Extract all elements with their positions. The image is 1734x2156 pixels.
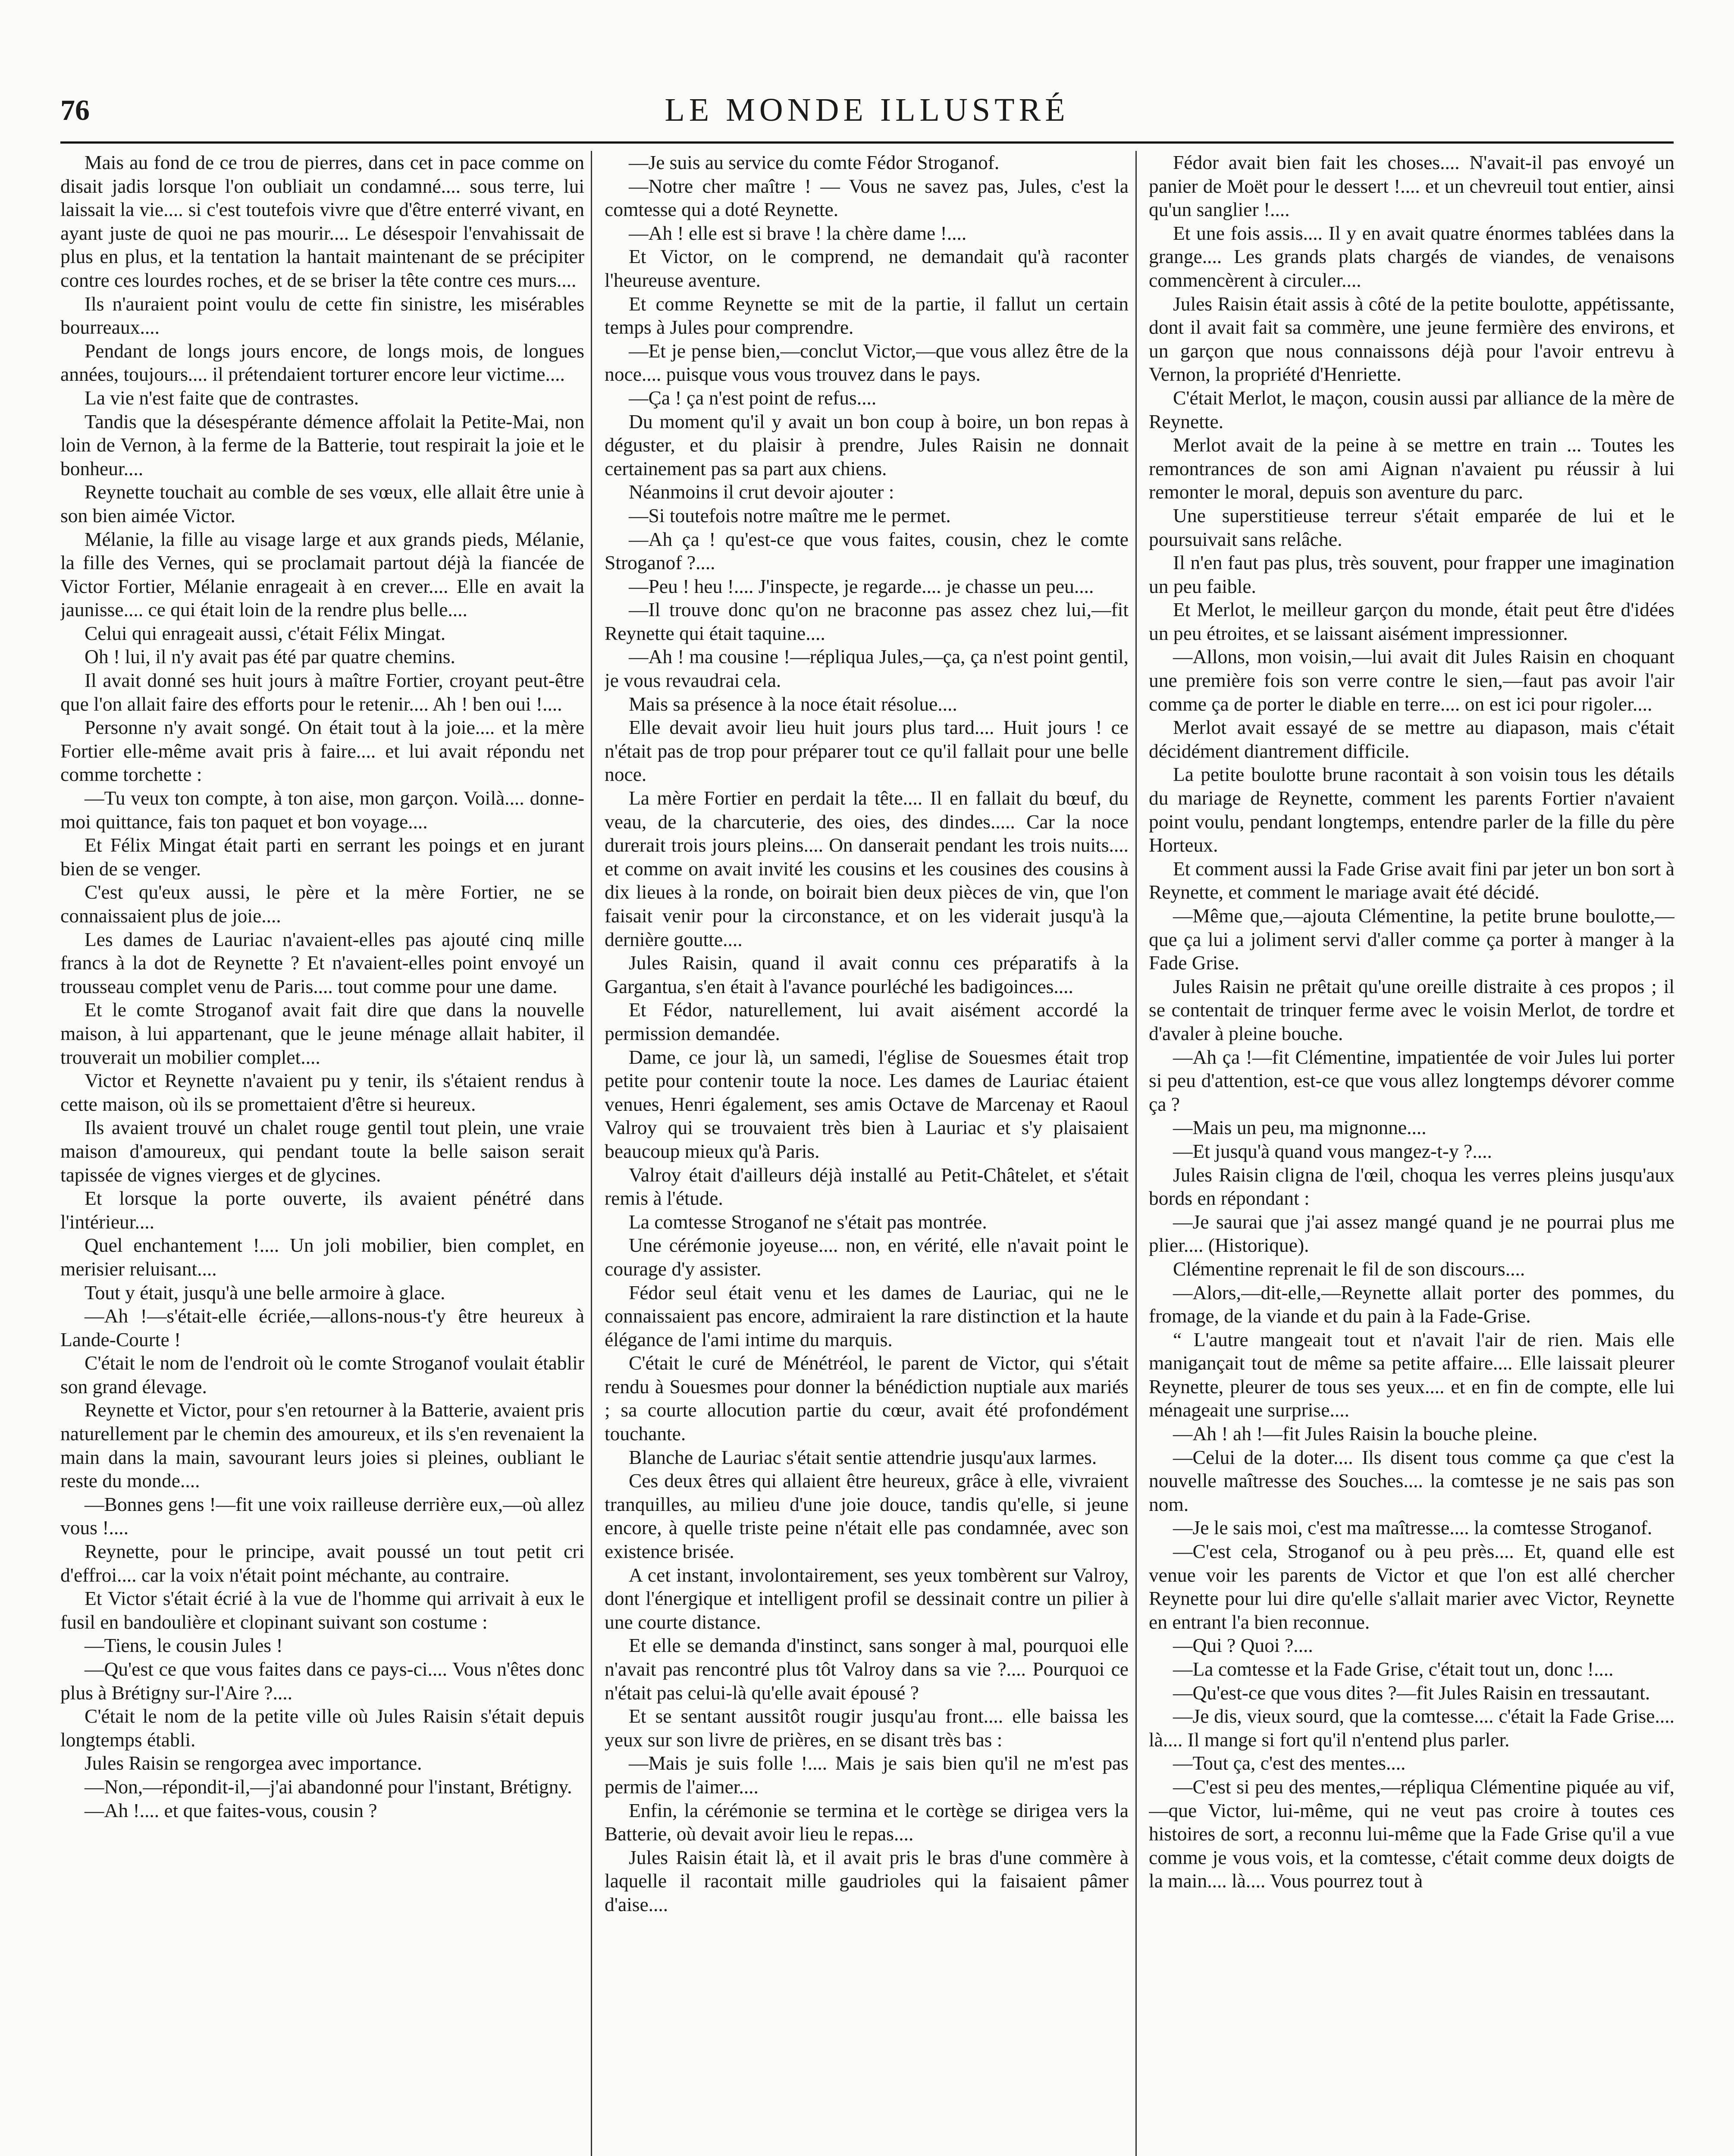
paragraph: Et Victor s'était écrié à la vue de l'homme qui arrivait à eux le fusil en bandoulière et clopinant suivant son costume :	[60, 1587, 584, 1633]
paragraph: Et Victor, on le comprend, ne demandait qu'à raconter l'heureuse aventure.	[605, 245, 1129, 291]
paragraph: Fédor seul était venu et les dames de Lauriac, qui ne le connaissaient pas encore, admiraient la rare distinction et la haute élégance de l'ami intime du marquis.	[605, 1281, 1129, 1351]
page-header	[60, 91, 1674, 142]
paragraph: Elle devait avoir lieu huit jours plus tard.... Huit jours ! ce n'était pas de trop pour préparer tout ce qu'il fallait pour une belle noce.	[605, 716, 1129, 786]
paragraph: Tandis que la désespérante démence affolait la Petite-Mai, non loin de Vernon, à la ferme de la Batterie, tout respirait la joie et le bonheur....	[60, 410, 584, 479]
paragraph: —Ah ça ! qu'est-ce que vous faites, cousin, chez le comte Stroganof ?....	[605, 528, 1129, 574]
paragraph: —Je suis au service du comte Fédor Stroganof.	[629, 151, 1000, 173]
column-divider	[591, 151, 592, 2156]
paragraph: Et une fois assis.... Il y en avait quatre énormes tablées dans la grange.... Les grands plats chargés de viandes, de venaisons commencèrent à circuler....	[1149, 222, 1674, 291]
paragraph: Ils avaient trouvé un chalet rouge gentil tout plein, une vraie maison d'amoureux, qui pendant toute la belle saison serait tapissée de vignes vierges et de glycines.	[60, 1116, 584, 1186]
paragraph: —C'est si peu des mentes,—répliqua Clémentine piquée au vif,—que Victor, lui-même, qui ne veut pas croire à toutes ces histoires de sort, a reconnu lui-même que la Fade Grise qu'il a vue comme je vous vois, et la comtesse, c'était comme deux doigts de la main.... là.... Vous pourrez tout à	[1149, 1775, 1674, 1892]
paragraph: Victor et Reynette n'avaient pu y tenir, ils s'étaient rendus à cette maison, où ils se promettaient d'être si heureux.	[60, 1069, 584, 1115]
paragraph: Merlot avait de la peine à se mettre en train ... Toutes les remontrances de son ami Aignan n'avaient pu réussir à lui remonter le moral, depuis son aventure du parc.	[1149, 434, 1674, 503]
paragraph: —Bonnes gens !—fit une voix railleuse derrière eux,—où allez vous !....	[60, 1493, 584, 1539]
paragraph: C'était le curé de Ménétréol, le parent de Victor, qui s'était rendu à Souesmes pour donner la bénédiction nuptiale aux mariés ; sa courte allocution partie du cœur, avait été profondément touchante.	[605, 1352, 1129, 1445]
paragraph: —Ah ! elle est si brave ! la chère dame !....	[629, 222, 967, 244]
paragraph: Mais au fond de ce trou de pierres, dans cet in pace comme on disait jadis lorsque l'on oubliait un condamné.... sous terre, lui laissait la vie.... si c'est toutefois vivre que d'être enterré vivant, en ayant juste de quoi ne pas mourir.... Le désespoir l'envahissait de plus en plus, et la tentation la hantait maintenant de se précipiter contre ces lourdes roches, et de se briser la tête contre ces murs....	[60, 151, 584, 291]
paragraph: —Alors,—dit-elle,—Reynette allait porter des pommes, du fromage, de la viande et du pain à la Fade-Grise.	[1149, 1281, 1674, 1327]
paragraph: Merlot avait essayé de se mettre au diapason, mais c'était décidément diantrement difficile.	[1149, 716, 1674, 762]
paragraph: Celui qui enrageait aussi, c'était Félix Mingat.	[85, 622, 446, 644]
paragraph: A cet instant, involontairement, ses yeux tombèrent sur Valroy, dont l'énergique et intelligent profil se dessinait contre un pilier à une courte distance.	[605, 1564, 1129, 1633]
paragraph: —Si toutefois notre maître me le permet.	[629, 504, 951, 526]
paragraph: Reynette, pour le principe, avait poussé un tout petit cri d'effroi.... car la voix n'était point méchante, au contraire.	[60, 1540, 584, 1586]
paragraph: Et comme Reynette se mit de la partie, il fallut un certain temps à Jules pour comprendre.	[605, 292, 1129, 338]
paragraph: —Ah ! ma cousine !—répliqua Jules,—ça, ça n'est point gentil, je vous revaudrai cela.	[605, 646, 1129, 692]
paragraph: —Il trouve donc qu'on ne braconne pas assez chez lui,—fit Reynette qui était taquine....	[605, 599, 1129, 644]
paragraph: Dame, ce jour là, un samedi, l'église de Souesmes était trop petite pour contenir toute la noce. Les dames de Lauriac étaient venues, Henri également, ses amis Octave de Marcenay et Raoul Valroy qui se trouvaient très bien à Lauriac et s'y plaisaient beaucoup mieux qu'à Paris.	[605, 1046, 1129, 1162]
paragraph: —Non,—répondit-il,—j'ai abandonné pour l'instant, Brétigny.	[85, 1775, 572, 1798]
paragraph: —Ah ! ah !—fit Jules Raisin la bouche pleine.	[1173, 1423, 1538, 1445]
paragraph: Et comment aussi la Fade Grise avait fini par jeter un bon sort à Reynette, et comment le mariage avait été décidé.	[1149, 857, 1674, 903]
paragraph: Une cérémonie joyeuse.... non, en vérité, elle n'avait point le courage d'y assister.	[605, 1234, 1129, 1280]
paragraph: Mais sa présence à la noce était résolue....	[629, 693, 957, 715]
paragraph: La petite boulotte brune racontait à son voisin tous les détails du mariage de Reynette, comment les parents Fortier n'avaient point voulu, pendant longtemps, entendre parler de la fille du père Horteux.	[1149, 763, 1674, 856]
paragraph: —Allons, mon voisin,—lui avait dit Jules Raisin en choquant une première fois son verre contre le sien,—faut pas avoir l'air comme ça de porter le diable en terre.... on est ici pour rigoler....	[1149, 646, 1674, 715]
paragraph: Oh ! lui, il n'y avait pas été par quatre chemins.	[85, 646, 455, 668]
paragraph: Et Fédor, naturellement, lui avait aisément accordé la permission demandée.	[605, 999, 1129, 1044]
paragraph: —Qu'est ce que vous faites dans ce pays-ci.... Vous n'êtes donc plus à Brétigny sur-l'Aire ?....	[60, 1658, 584, 1704]
paragraph: Et Merlot, le meilleur garçon du monde, était peut être d'idées un peu étroites, et se laissant aisément impressionner.	[1149, 599, 1674, 644]
paragraph: —Ça ! ça n'est point de refus....	[629, 386, 877, 409]
paragraph: Jules Raisin était assis à côté de la petite boulotte, appétissante, dont il avait fait sa commère, une jeune fermière des environs, et un garçon que nous connaissons déjà pour l'avoir entrevu à Vernon, la propriété d'Henriette.	[1149, 292, 1674, 385]
paragraph: —Ah ça !—fit Clémentine, impatientée de voir Jules lui porter si peu d'attention, est-ce que vous allez longtemps dévorer comme ça ?	[1149, 1046, 1674, 1115]
paragraph: Blanche de Lauriac s'était sentie attendrie jusqu'aux larmes.	[629, 1446, 1097, 1468]
paragraph: Tout y était, jusqu'à une belle armoire à glace.	[85, 1281, 445, 1304]
paragraph: Quel enchantement !.... Un joli mobilier, bien complet, en merisier reluisant....	[60, 1234, 584, 1280]
paragraph: Personne n'y avait songé. On était tout à la joie.... et la mère Fortier elle-même avait pris à faire.... et lui avait répondu net comme torchette :	[60, 716, 584, 786]
paragraph: Et lorsque la porte ouverte, ils avaient pénétré dans l'intérieur....	[60, 1187, 584, 1233]
paragraph: —Mais un peu, ma mignonne....	[1173, 1116, 1427, 1139]
paragraph: —Et jusqu'à quand vous mangez-t-y ?....	[1173, 1140, 1492, 1162]
paragraph: Reynette touchait au comble de ses vœux, elle allait être unie à son bien aimée Victor.	[60, 481, 584, 526]
paragraph: Jules Raisin, quand il avait connu ces préparatifs à la Gargantua, s'en était à l'avance pourléché les badigoinces....	[605, 952, 1129, 997]
paragraph: —La comtesse et la Fade Grise, c'était tout un, donc !....	[1173, 1658, 1614, 1680]
column-divider	[1135, 151, 1137, 2156]
paragraph: Jules Raisin cligna de l'œil, choqua les verres pleins jusqu'aux bords en répondant :	[1149, 1163, 1674, 1210]
paragraph: Jules Raisin ne prêtait qu'une oreille distraite à ces propos ; il se contentait de trinquer ferme avec le voisin Merlot, de tordre et d'avaler à pleine bouche.	[1149, 975, 1674, 1044]
paragraph: Et se sentant aussitôt rougir jusqu'au front.... elle baissa les yeux sur son livre de prières, en se disant très bas :	[605, 1705, 1129, 1751]
paragraph: Une superstitieuse terreur s'était emparée de lui et le poursuivait sans relâche.	[1149, 504, 1674, 550]
paragraph: Et elle se demanda d'instinct, sans songer à mal, pourquoi elle n'avait pas rencontré plus tôt Valroy dans sa vie ?.... Pourquoi ce n'était pas celui-là qu'elle avait épousé ?	[605, 1634, 1129, 1704]
paragraph: —Même que,—ajouta Clémentine, la petite brune boulotte,—que ça lui a joliment servi d'aller comme ça porter à manger à la Fade Grise.	[1149, 905, 1674, 974]
page-number: 76	[60, 94, 90, 126]
paragraph: —Et je pense bien,—conclut Victor,—que vous allez être de la noce.... puisque vous vous trouvez dans le pays.	[605, 339, 1129, 385]
paragraph: Ces deux êtres qui allaient être heureux, grâce à elle, vivraient tranquilles, au milieu d'une joie douce, tandis qu'elle, si jeune encore, à quelle triste peine n'était elle pas condamnée, avec son existence brisée.	[605, 1470, 1129, 1563]
paragraph: —Tout ça, c'est des mentes....	[1173, 1752, 1406, 1774]
paragraph: Du moment qu'il y avait un bon coup à boire, un bon repas à déguster, et du plaisir à prendre, Jules Raisin ne donnait certainement pas sa part aux chiens.	[605, 410, 1129, 479]
paragraph: Il n'en faut pas plus, très souvent, pour frapper une imagination un peu faible.	[1149, 552, 1674, 597]
header-rule	[60, 141, 1674, 144]
journal-title: LE MONDE ILLUSTRÉ	[665, 92, 1069, 128]
paragraph: Mélanie, la fille au visage large et aux grands pieds, Mélanie, la fille des Vernes, qui se proclamait partout déjà la fiancée de Victor Fortier, Mélanie enrageait à en crever.... Elle en avait la jaunisse.... ce qui était loin de la rendre plus belle....	[60, 528, 584, 621]
paragraph: —Ah !.... et que faites-vous, cousin ?	[85, 1799, 377, 1821]
paragraph: —Ah !—s'était-elle écriée,—allons-nous-t'y être heureux à Lande-Courte !	[60, 1305, 584, 1351]
paragraph: Les dames de Lauriac n'avaient-elles pas ajouté cinq mille francs à la dot de Reynette ? Et n'avaient-elles point envoyé un trousseau complet venu de Paris.... tout comme pour une dame.	[60, 928, 584, 997]
paragraph: Et Félix Mingat était parti en serrant les poings et en jurant bien de se venger.	[60, 834, 584, 880]
paragraph: Néanmoins il crut devoir ajouter :	[629, 481, 894, 503]
text-column-1	[60, 151, 584, 2156]
paragraph: Jules Raisin se rengorgea avec importance.	[85, 1752, 422, 1774]
paragraph: —Qu'est-ce que vous dites ?—fit Jules Raisin en tressautant.	[1173, 1681, 1650, 1704]
paragraph: —Notre cher maître ! — Vous ne savez pas, Jules, c'est la comtesse qui a doté Reynette.	[605, 175, 1129, 221]
paragraph: —Qui ? Quoi ?....	[1173, 1634, 1313, 1657]
paragraph: —C'est cela, Stroganof ou à peu près.... Et, quand elle est venue voir les parents de Victor et que l'on est allé chercher Reynette pour lui dire qu'elle s'allait marier avec Victor, Reynette en entrant l'a bien reconnue.	[1149, 1540, 1674, 1633]
paragraph: Jules Raisin était là, et il avait pris le bras d'une commère à laquelle il racontait mille gaudrioles qui la faisaient pâmer d'aise....	[605, 1846, 1129, 1915]
paragraph: La vie n'est faite que de contrastes.	[85, 386, 359, 409]
paragraph: —Tiens, le cousin Jules !	[85, 1634, 283, 1657]
paragraph: —Je le sais moi, c'est ma maîtresse.... la comtesse Stroganof.	[1173, 1517, 1652, 1539]
paragraph: —Je saurai que j'ai assez mangé quand je ne pourrai plus me plier.... (Historique).	[1149, 1210, 1674, 1257]
paragraph: C'était le nom de l'endroit où le comte Stroganof voulait établir son grand élevage.	[60, 1352, 584, 1398]
paragraph: —Tu veux ton compte, à ton aise, mon garçon. Voilà.... donne-moi quittance, fais ton paquet et bon voyage....	[60, 787, 584, 833]
paragraph: Et le comte Stroganof avait fait dire que dans la nouvelle maison, à lui appartenant, que le jeune ménage allait habiter, il trouverait un mobilier complet....	[60, 999, 584, 1068]
paragraph: —Peu ! heu !.... J'inspecte, je regarde.... je chasse un peu....	[629, 575, 1094, 597]
text-column-3	[1149, 151, 1674, 2156]
paragraph: Valroy était d'ailleurs déjà installé au Petit-Châtelet, et s'était remis à l'étude.	[605, 1163, 1129, 1210]
paragraph: La mère Fortier en perdait la tête.... Il en fallait du bœuf, du veau, de la charcuterie, des oies, des dindes..... Car la noce durerait trois jours pleins.... On danserait pendant les trois nuits.... et comme on avait invité les cousins et les cousines des cousins à dix lieues à la ronde, on boirait bien deux pièces de vin, que l'on faisait venir pour la circonstance, et on les viderait jusqu'à la dernière goutte....	[605, 787, 1129, 950]
paragraph: La comtesse Stroganof ne s'était pas montrée.	[629, 1210, 987, 1233]
paragraph: —Je dis, vieux sourd, que la comtesse.... c'était la Fade Grise.... là.... Il mange si fort qu'il n'entend plus parler.	[1149, 1705, 1674, 1751]
paragraph: “ L'autre mangeait tout et n'avait l'air de rien. Mais elle manigançait tout de même sa petite affaire.... Elle laissait pleurer Reynette, pleurer de tous ses yeux.... et en fin de compte, elle lui ménageait une surprise....	[1149, 1328, 1674, 1421]
text-column-2	[605, 151, 1129, 2156]
paragraph: Fédor avait bien fait les choses.... N'avait-il pas envoyé un panier de Moët pour le dessert !.... et un chevreuil tout entier, ainsi qu'un sanglier !....	[1149, 151, 1674, 221]
paragraph: —Celui de la doter.... Ils disent tous comme ça que c'est la nouvelle maîtresse des Souches.... la comtesse je ne sais pas son nom.	[1149, 1446, 1674, 1515]
paragraph: Reynette et Victor, pour s'en retourner à la Batterie, avaient pris naturellement par le chemin des amoureux, et ils s'en revenaient la main dans la main, savourant leurs joies si pleines, oubliant le reste du monde....	[60, 1399, 584, 1492]
paragraph: Clémentine reprenait le fil de son discours....	[1173, 1257, 1525, 1280]
paragraph: —Mais je suis folle !.... Mais je sais bien qu'il ne m'est pas permis de l'aimer....	[605, 1752, 1129, 1798]
paragraph: C'était le nom de la petite ville où Jules Raisin s'était depuis longtemps établi.	[60, 1705, 584, 1751]
paragraph: Ils n'auraient point voulu de cette fin sinistre, les misérables bourreaux....	[60, 292, 584, 338]
paragraph: Pendant de longs jours encore, de longs mois, de longues années, toujours.... il prétendaient torturer encore leur victime....	[60, 339, 584, 385]
paragraph: Enfin, la cérémonie se termina et le cortège se dirigea vers la Batterie, où devait avoir lieu le repas....	[605, 1799, 1129, 1845]
paragraph: Il avait donné ses huit jours à maître Fortier, croyant peut-être que l'on allait faire des efforts pour le retenir.... Ah ! ben oui !....	[60, 669, 584, 715]
paragraph: C'était Merlot, le maçon, cousin aussi par alliance de la mère de Reynette.	[1149, 386, 1674, 432]
paragraph: C'est qu'eux aussi, le père et la mère Fortier, ne se connaissaient plus de joie....	[60, 881, 584, 927]
